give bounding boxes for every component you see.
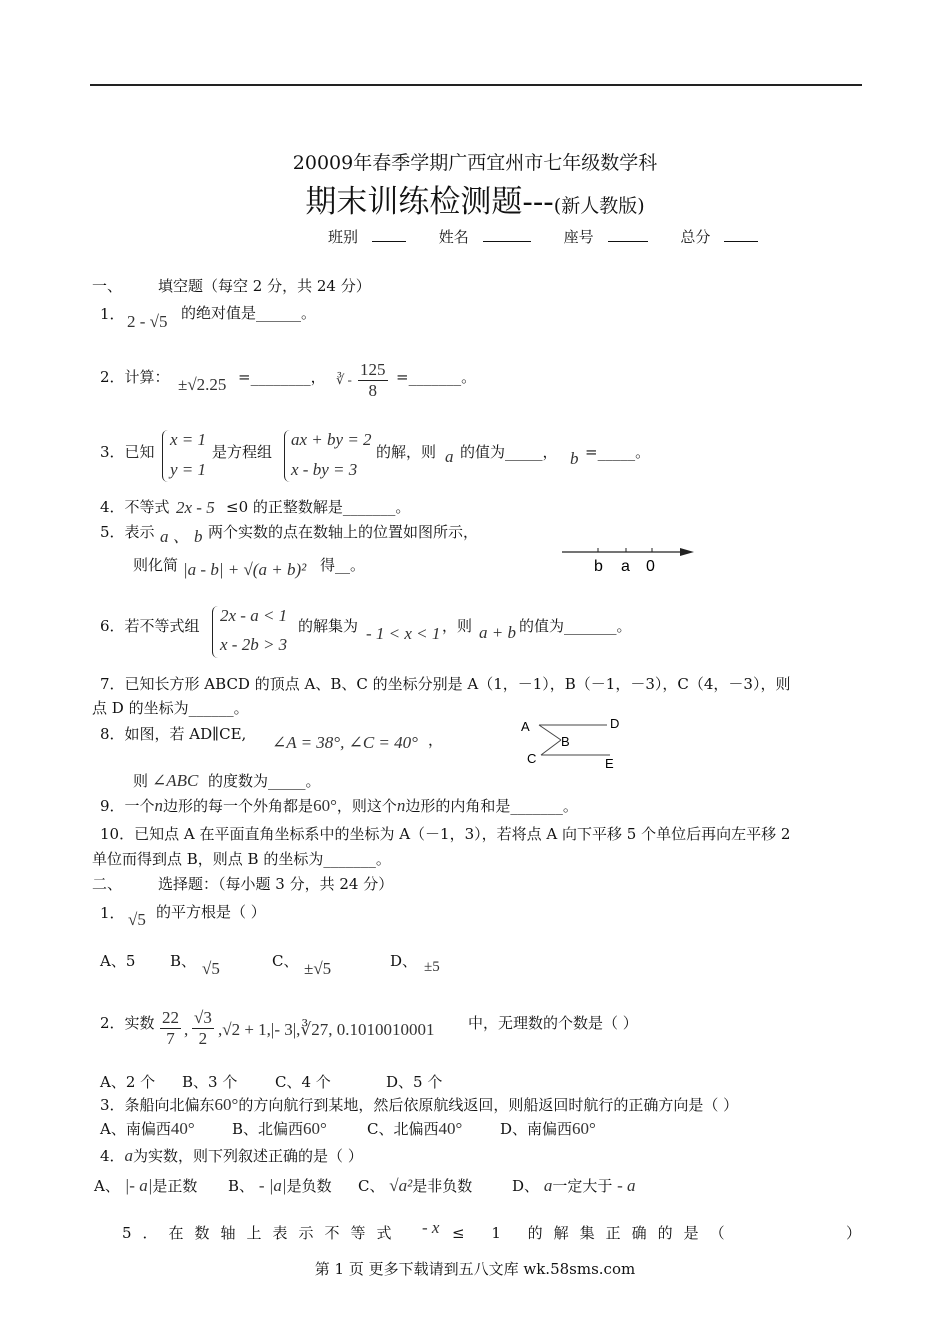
top-rule <box>90 84 862 86</box>
s1-q5-text: 两个实数的点在数轴上的位置如图所示， <box>208 523 479 541</box>
s2-q4-optA[interactable]: A、 |- a|是正数 <box>94 1176 198 1195</box>
s2-q2-optB[interactable]: B、3 个 <box>182 1073 238 1091</box>
s2-q3: 3．条船向北偏东60°的方向航行到某地，然后依原航线返回，则船返回时航行的正确方向是（ ） <box>100 1095 739 1114</box>
s2-q1-optA[interactable]: A、5 <box>100 952 136 970</box>
s1-q5-line2a: 则化简 <box>133 556 179 574</box>
s1-q1-expr: 2 - √5 <box>127 312 168 331</box>
s1-q2-fraction: $\frac{125}{8}$ <box>360 360 386 400</box>
s1-q3-sys1a: x = 1 <box>170 430 207 449</box>
s1-q8-num: 8．如图，若 AD∥CE, <box>100 725 247 743</box>
s1-q3-var-a: a <box>445 447 454 466</box>
s2-q2-optA[interactable]: A、2 个 <box>100 1073 156 1091</box>
segment-AB <box>539 725 561 740</box>
s2-q3-optB[interactable]: B、北偏西60° <box>232 1119 327 1138</box>
s1-q2-num: 2．计算： <box>100 368 170 386</box>
fig-label-A: A <box>521 719 530 734</box>
s1-q6-expr: a + b <box>479 623 516 642</box>
s2-q2-text: 中，无理数的个数是（ ） <box>468 1014 638 1032</box>
s2-q2-frac1: $\frac{22}{7}$ <box>162 1008 179 1048</box>
parallel-lines-figure <box>515 712 630 772</box>
s1-q4-expr: 2x - 5 <box>176 498 215 517</box>
s2-q2-optD[interactable]: D、5 个 <box>386 1073 443 1091</box>
s1-q3-num: 3．已知 <box>100 443 155 461</box>
exam-title-line2: 期末训练检测题---(新人教版) <box>305 184 645 220</box>
s2-q1-expr: √5 <box>128 910 146 929</box>
s2-q5-expr: - x <box>422 1218 440 1237</box>
s1-q6-brace <box>212 606 219 658</box>
segment-BC <box>541 740 561 755</box>
s1-q3-var-b: b <box>570 449 579 468</box>
s1-q5-line2b: 得__。 <box>320 556 366 574</box>
s2-q2-comma: , <box>184 1020 189 1039</box>
s1-q6-num: 6．若不等式组 <box>100 617 200 635</box>
section2-label: 二、 <box>92 875 123 893</box>
s2-q2-optC[interactable]: C、4 个 <box>275 1073 331 1091</box>
s1-q2-cuberoot-sign: ∛ - <box>336 372 352 387</box>
label-zero: 0 <box>646 558 655 575</box>
s1-q8-line2a: 则 <box>133 772 149 790</box>
s1-q9: 9．一个n边形的每一个外角都是60°，则这个n边形的内角和是_______。 <box>100 796 578 815</box>
s1-q3-sys1b: y = 1 <box>170 460 207 479</box>
s1-q3-brace2 <box>284 430 291 482</box>
s1-q5-num: 5．表示 <box>100 523 155 541</box>
label-b: b <box>594 558 603 575</box>
s1-q4-num: 4．不等式 <box>100 498 170 516</box>
s2-q1-optB[interactable]: B、 <box>170 952 197 970</box>
s2-q2-num: 2．实数 <box>100 1014 155 1032</box>
s1-q3-tail1: 的解，则 <box>376 443 437 461</box>
s1-q4-text: ≤0 的正整数解是_______。 <box>226 498 411 516</box>
s1-q8-line2-expr: ∠ABC <box>152 771 199 790</box>
s1-q10-line1: 10．已知点 A 在平面直角坐标系中的坐标为 A（－1，3），若将点 A 向下平移 5 个单位后再向左平移 2 <box>100 825 791 843</box>
s1-q1: 1． <box>100 305 125 323</box>
s2-q1-text: 的平方根是（ ） <box>156 903 266 921</box>
fig-label-C: C <box>527 751 537 766</box>
section1-label: 一、 <box>92 277 123 295</box>
s1-q3-sys2a: ax + by = 2 <box>291 430 372 449</box>
number-line-arrow <box>680 548 694 556</box>
s1-q1-text: 的绝对值是______。 <box>181 304 317 322</box>
s1-q7-line1: 7．已知长方形 ABCD 的顶点 A、B、C 的坐标分别是 A（1，－1），B（－1，－3），C（4，－3），则 <box>100 675 791 693</box>
s2-q5-paren: ） <box>846 1224 862 1242</box>
section2-title: 选择题：（每小题 3 分，共 24 分） <box>158 875 394 893</box>
s1-q10-line2: 单位而得到点 B，则点 B 的坐标为_______。 <box>92 850 391 868</box>
s1-q2-eq1: =________， <box>238 368 326 386</box>
s2-q3-optD[interactable]: D、南偏西60° <box>500 1119 596 1138</box>
s2-q2-frac2: $\frac{√3}{2}$ <box>194 1008 212 1048</box>
s2-q1-optD-expr: ±5 <box>424 959 440 975</box>
s1-q2-expr1: ±√2.25 <box>178 375 227 394</box>
s2-q3-optC[interactable]: C、北偏西40° <box>367 1119 463 1138</box>
s1-q3-tail3: =_____。 <box>585 443 651 461</box>
label-a: a <box>621 558 630 575</box>
s2-q5-text-b: ≤ 1 的解集正确的是（ <box>452 1224 736 1242</box>
exam-title-line1: 20009年春季学期广西宜州市七年级数学科 <box>292 152 658 174</box>
s1-q6-mid: 的解集为 <box>298 617 359 635</box>
s1-q3-mid: 是方程组 <box>212 443 273 461</box>
s1-q3-tail2: 的值为_____， <box>460 443 558 461</box>
s2-q2-rest: ,√2 + 1,|- 3|,∛27, 0.1010010001 <box>218 1020 435 1039</box>
fig-label-B: B <box>561 734 570 749</box>
s2-q1-optB-expr: √5 <box>202 959 220 978</box>
s2-q1-optC-expr: ±√5 <box>304 959 332 978</box>
s2-q3-optA[interactable]: A、南偏西40° <box>100 1119 195 1138</box>
field-class[interactable]: 班别 <box>328 228 420 246</box>
s2-q5-text-a: 5．在数轴上表示不等式 <box>122 1224 403 1242</box>
s1-q7-line2: 点 D 的坐标为______。 <box>92 699 249 717</box>
s2-q1-optD[interactable]: D、 <box>390 952 418 970</box>
field-name[interactable]: 姓名 <box>439 228 545 246</box>
s2-q4-optD[interactable]: D、 a一定大于 - a <box>512 1176 636 1195</box>
section1-title: 填空题（每空 2 分，共 24 分） <box>158 277 371 295</box>
s2-q4-optB[interactable]: B、 - |a|是负数 <box>228 1176 332 1195</box>
s1-q6-range: - 1 < x < 1 <box>366 624 441 643</box>
number-line-figure <box>560 540 700 576</box>
s2-q4-optC[interactable]: C、 √a²是非负数 <box>358 1176 473 1195</box>
s1-q3-brace1 <box>162 430 169 482</box>
field-score[interactable]: 总分 <box>680 228 772 246</box>
s1-q6-tail1: ，则 <box>442 617 473 635</box>
s1-q6-tail2: 的值为_______。 <box>519 617 632 635</box>
s1-q3-sys2b: x - by = 3 <box>291 460 358 479</box>
s1-q8-angles: ∠A = 38°, ∠C = 40° <box>272 733 418 752</box>
s2-q4: 4．a为实数，则下列叙述正确的是（ ） <box>100 1146 363 1165</box>
s1-q5-vars: a 、 b <box>160 527 203 546</box>
s1-q5-line2-expr: |a - b| + √(a + b)² <box>183 560 307 579</box>
s1-q8-line2b: 的度数为_____。 <box>208 772 321 790</box>
student-info-fields <box>328 226 786 247</box>
field-seat[interactable]: 座号 <box>564 228 662 246</box>
s1-q6-sys-b: x - 2b > 3 <box>220 635 288 654</box>
fig-label-D: D <box>610 716 620 731</box>
s2-q1-optC[interactable]: C、 <box>272 952 299 970</box>
s1-q2-eq2: =_______。 <box>396 368 477 386</box>
s1-q8-comma: ， <box>428 731 444 749</box>
s1-q6-sys-a: 2x - a < 1 <box>220 606 288 625</box>
fig-label-E: E <box>605 756 614 771</box>
page-footer: 第 1 页 更多下载请到五八文库 wk.58sms.com <box>314 1260 636 1278</box>
s2-q1-num: 1． <box>100 904 125 922</box>
